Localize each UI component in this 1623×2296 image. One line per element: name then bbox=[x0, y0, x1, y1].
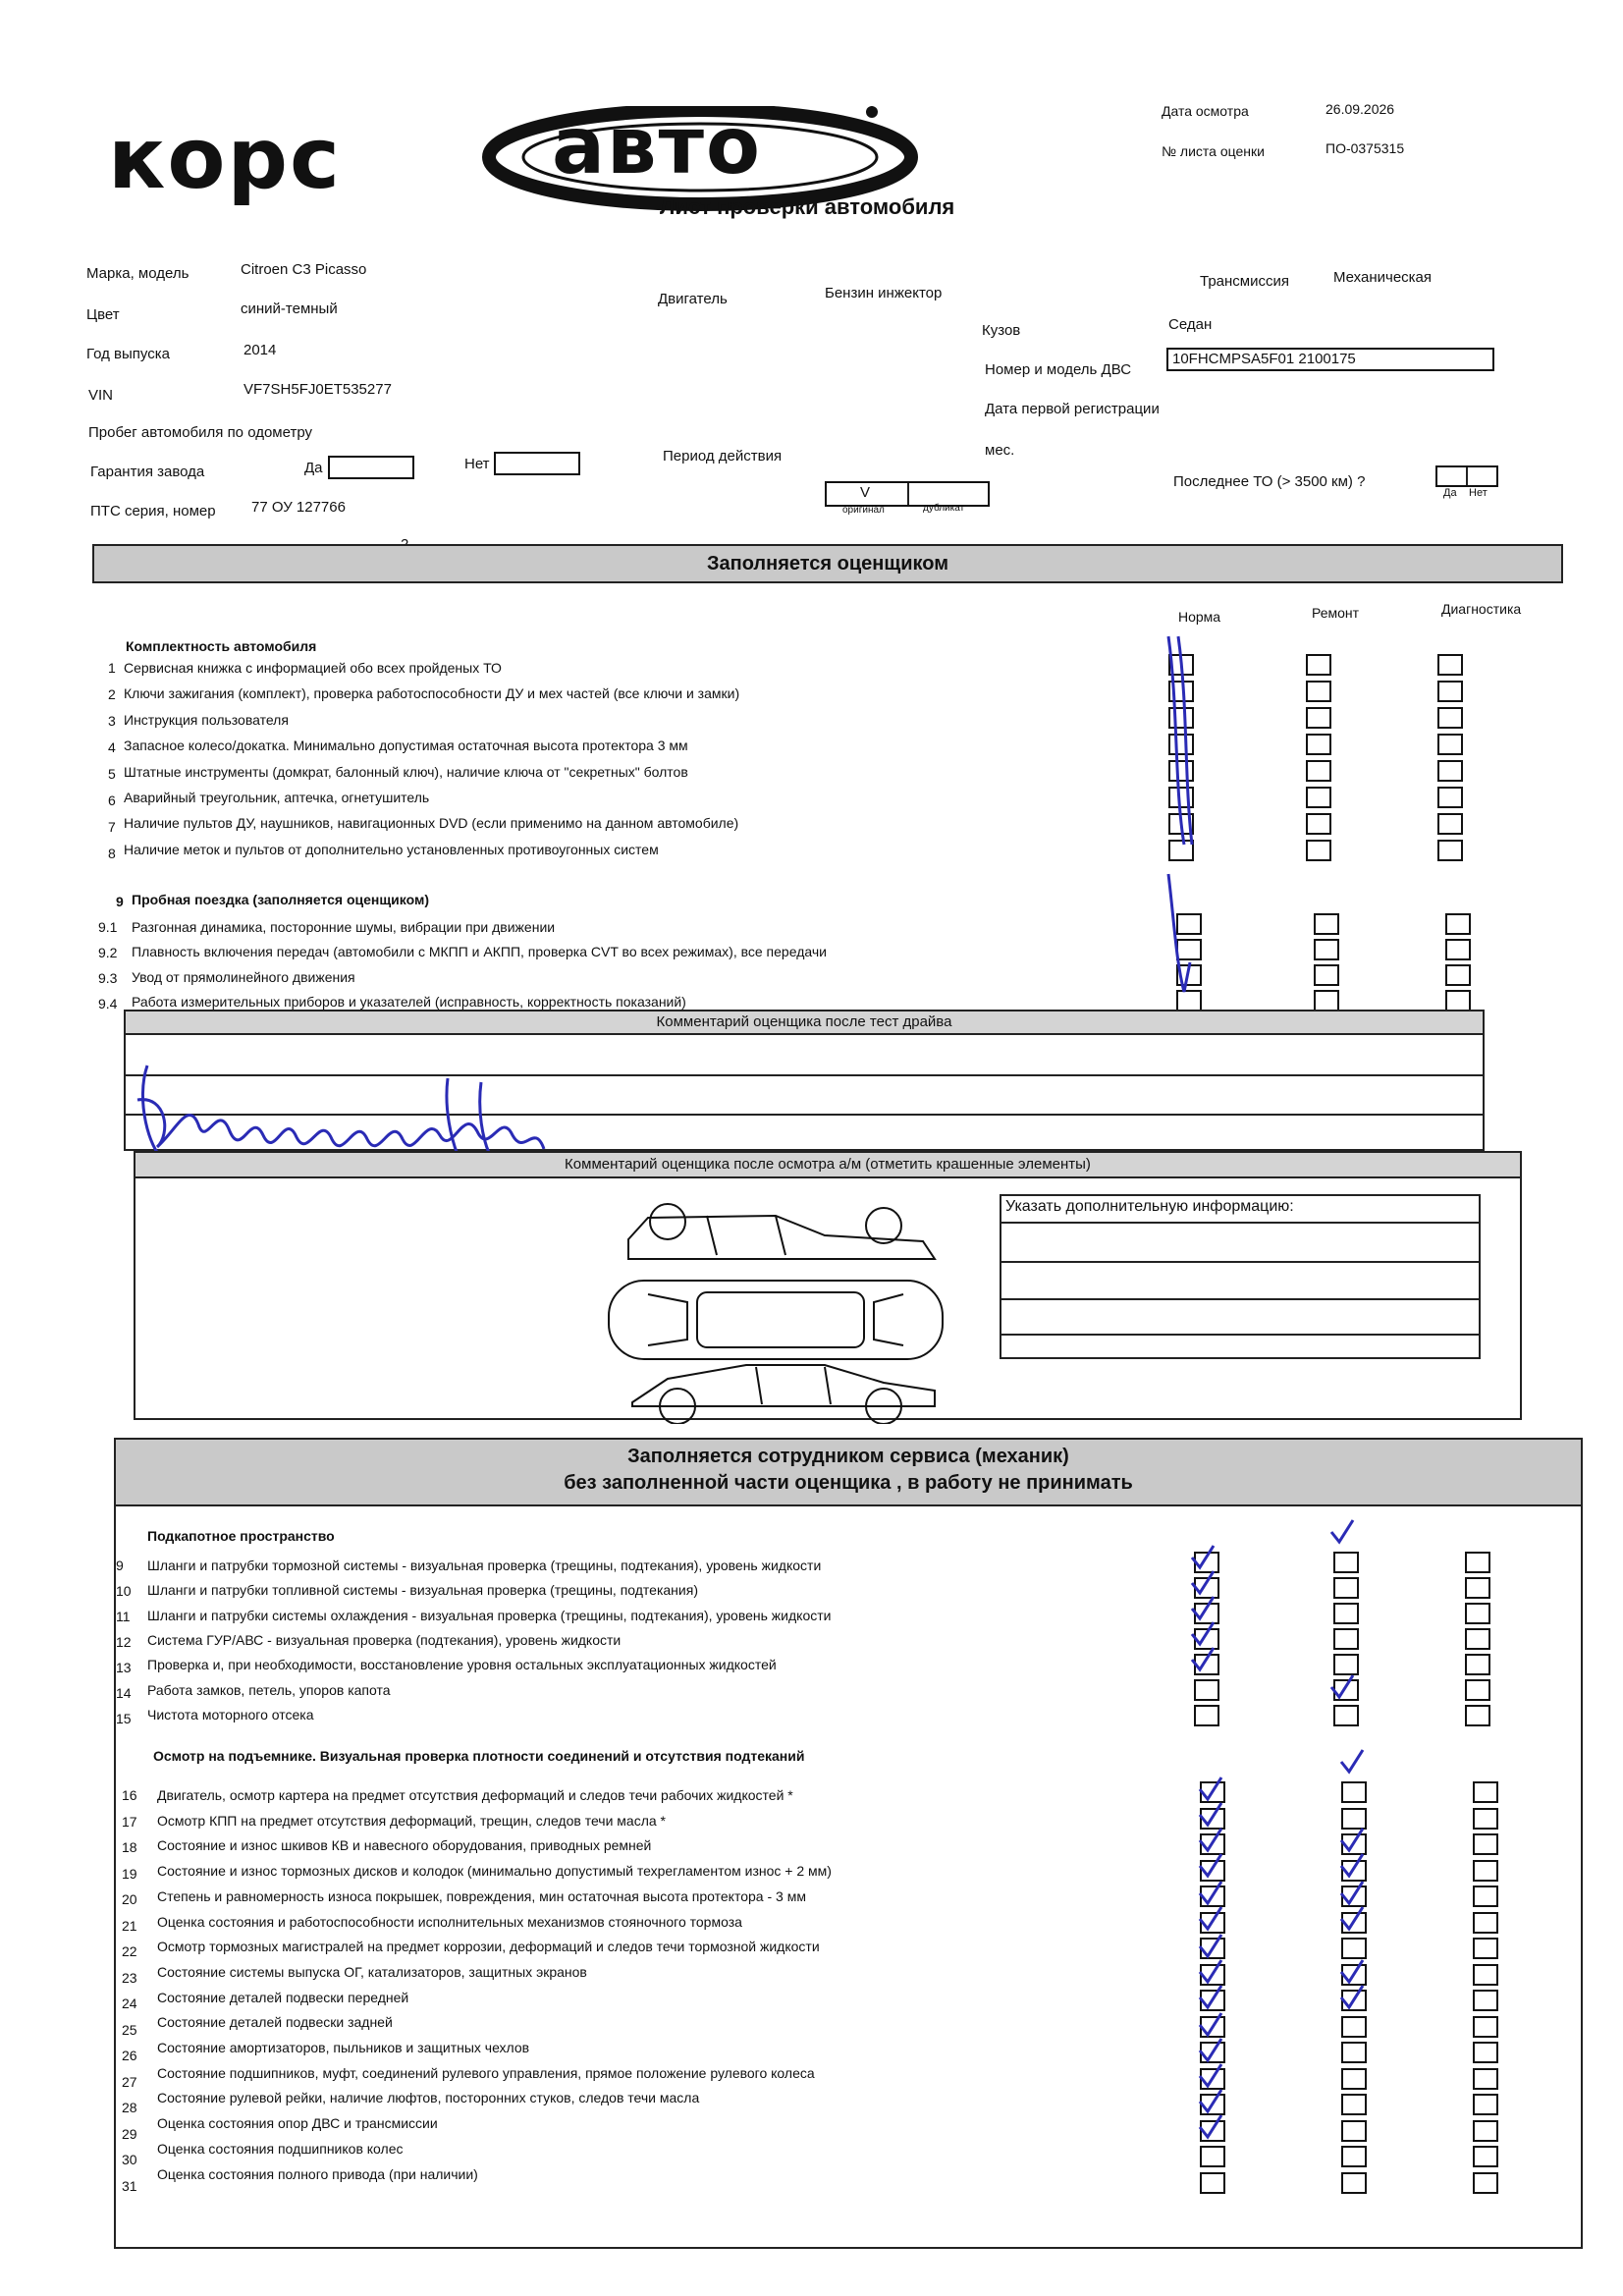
row-number: 4 bbox=[108, 739, 116, 755]
row-number: 6 bbox=[108, 793, 116, 808]
row-text: Оценка состояния и работоспособности исполнительных механизмов стояночного тормоза bbox=[157, 1913, 742, 1930]
row-number: 16 bbox=[122, 1787, 137, 1803]
checkbox-diagnostics[interactable] bbox=[1473, 2068, 1498, 2090]
pts-type-field[interactable] bbox=[825, 481, 990, 507]
checkbox-repair[interactable] bbox=[1306, 707, 1331, 729]
row-number: 24 bbox=[122, 1995, 137, 2011]
year-value: 2014 bbox=[243, 342, 277, 358]
row-number: 10 bbox=[116, 1583, 132, 1599]
checkbox-repair[interactable] bbox=[1341, 1938, 1367, 1959]
row-text: Состояние подшипников, муфт, соединений рулевого управления, прямое положение рулевого колеса bbox=[157, 2064, 815, 2081]
row-number: 2 bbox=[108, 686, 116, 702]
checkbox-diagnostics[interactable] bbox=[1473, 1860, 1498, 1882]
completeness-group-title: Комплектность автомобиля bbox=[126, 638, 317, 654]
color-label: Цвет bbox=[86, 306, 120, 323]
row-number: 8 bbox=[108, 846, 116, 861]
row-text: Состояние деталей подвески задней bbox=[157, 2014, 393, 2031]
checkbox-norm[interactable] bbox=[1200, 1781, 1225, 1803]
checkbox-repair[interactable] bbox=[1314, 939, 1339, 960]
checkbox-diagnostics[interactable] bbox=[1437, 654, 1463, 676]
test-drive-group-title: Пробная поездка (заполняется оценщиком) bbox=[132, 892, 429, 907]
row-text: Аварийный треугольник, аптечка, огнетушитель bbox=[124, 790, 430, 805]
warranty-yes-label: Да bbox=[304, 460, 323, 476]
test-drive-group-number: 9 bbox=[116, 894, 124, 909]
checkbox-diagnostics[interactable] bbox=[1465, 1654, 1490, 1675]
row-text: Сервисная книжка с информацией обо всех пройденых ТО bbox=[124, 660, 502, 676]
row-text: Оценка состояния подшипников колес bbox=[157, 2140, 404, 2157]
row-text: Состояние рулевой рейки, наличие люфтов, посторонних стуков, следов течи масла bbox=[157, 2090, 700, 2106]
body-value: Седан bbox=[1168, 316, 1213, 333]
checkbox-norm[interactable] bbox=[1200, 2120, 1225, 2142]
checkbox-repair[interactable] bbox=[1333, 1552, 1359, 1573]
vin-value: VF7SH5FJ0ET535277 bbox=[243, 381, 392, 398]
transmission-label: Трансмиссия bbox=[1200, 273, 1289, 290]
checkbox-norm[interactable] bbox=[1200, 1912, 1225, 1934]
checkbox-diagnostics[interactable] bbox=[1473, 1808, 1498, 1830]
checkbox-norm[interactable] bbox=[1194, 1552, 1219, 1573]
checkbox-norm[interactable] bbox=[1176, 964, 1202, 986]
checkbox-repair[interactable] bbox=[1341, 1964, 1367, 1986]
checkbox-diagnostics[interactable] bbox=[1465, 1603, 1490, 1624]
pts-label: ПТС серия, номер bbox=[90, 503, 216, 519]
warranty-no-label: Нет bbox=[464, 456, 490, 472]
row-number: 26 bbox=[122, 2048, 137, 2063]
checkbox-repair[interactable] bbox=[1333, 1628, 1359, 1650]
make-label: Марка, модель bbox=[86, 265, 189, 282]
checkbox-norm[interactable] bbox=[1168, 681, 1194, 702]
row-number: 9 bbox=[116, 1558, 124, 1573]
checkbox-repair[interactable] bbox=[1333, 1679, 1359, 1701]
row-number: 22 bbox=[122, 1943, 137, 1959]
pts-value: 77 ОУ 127766 bbox=[251, 499, 346, 516]
row-text: Работа замков, петель, упоров капота bbox=[147, 1681, 391, 1698]
row-number: 23 bbox=[122, 1969, 137, 1986]
row-text: Состояние амортизаторов, пыльников и защитных чехлов bbox=[157, 2040, 530, 2055]
checkbox-norm[interactable] bbox=[1200, 1808, 1225, 1830]
row-text: Осмотр тормозных магистралей на предмет коррозии, деформаций и следов течи тормозной жидкости bbox=[157, 1939, 820, 1955]
inspection-date-value: 26.09.2026 bbox=[1325, 101, 1395, 117]
row-number: 3 bbox=[108, 713, 116, 729]
checkbox-repair[interactable] bbox=[1341, 1860, 1367, 1882]
checkbox-diagnostics[interactable] bbox=[1473, 2042, 1498, 2063]
row-number: 13 bbox=[116, 1660, 132, 1675]
checkbox-norm[interactable] bbox=[1200, 1964, 1225, 1986]
row-text: Наличие пультов ДУ, наушников, навигационных DVD (если применимо на данном автомобиле) bbox=[124, 815, 739, 832]
row-text: Проверка и, при необходимости, восстановление уровня остальных эксплуатационных жидкостей bbox=[147, 1657, 777, 1673]
checkbox-norm[interactable] bbox=[1168, 707, 1194, 729]
checkbox-repair[interactable] bbox=[1341, 2016, 1367, 2038]
row-number: 28 bbox=[122, 2100, 137, 2115]
row-text: Инструкция пользователя bbox=[124, 711, 289, 728]
row-number: 27 bbox=[122, 2073, 137, 2090]
mileage-label: Пробег автомобиля по одометру bbox=[88, 424, 313, 441]
row-number: 29 bbox=[122, 2125, 137, 2142]
under-hood-group-title: Подкапотное пространство bbox=[147, 1528, 335, 1544]
year-label: Год выпуска bbox=[86, 346, 170, 362]
row-text: Система ГУР/АВС - визуальная проверка (подтекания), уровень жидкости bbox=[147, 1631, 622, 1648]
row-number: 12 bbox=[116, 1634, 132, 1650]
row-text: Оценка состояния полного привода (при наличии) bbox=[157, 2165, 478, 2182]
checkbox-repair[interactable] bbox=[1333, 1705, 1359, 1726]
checkbox-norm[interactable] bbox=[1194, 1603, 1219, 1624]
checkbox-diagnostics[interactable] bbox=[1473, 1781, 1498, 1803]
checkbox-repair[interactable] bbox=[1306, 654, 1331, 676]
checkbox-repair[interactable] bbox=[1306, 734, 1331, 755]
checkbox-repair[interactable] bbox=[1341, 1990, 1367, 2011]
row-text: Разгонная динамика, посторонние шумы, вибрации при движении bbox=[132, 919, 556, 935]
checkbox-norm[interactable] bbox=[1168, 734, 1194, 755]
row-text: Шланги и патрубки тормозной системы - визуальная проверка (трещины, подтекания), уровень жидкости bbox=[147, 1558, 822, 1573]
row-text: Степень и равномерность износа покрышек, повреждения, мин остаточная высота протектора - 3 мм bbox=[157, 1887, 806, 1904]
checkbox-norm[interactable] bbox=[1194, 1705, 1219, 1726]
checkbox-diagnostics[interactable] bbox=[1437, 813, 1463, 835]
checkbox-norm[interactable] bbox=[1176, 939, 1202, 960]
row-number: 18 bbox=[122, 1839, 137, 1855]
row-number: 21 bbox=[122, 1917, 137, 1934]
logo-word-avto: авто bbox=[552, 100, 762, 191]
checkbox-diagnostics[interactable] bbox=[1437, 707, 1463, 729]
appraiser-section-header bbox=[92, 544, 1563, 583]
col-diagnostics-header: Диагностика bbox=[1441, 601, 1522, 617]
checkbox-norm[interactable] bbox=[1168, 654, 1194, 676]
checkbox-norm[interactable] bbox=[1168, 787, 1194, 808]
checkbox-diagnostics[interactable] bbox=[1465, 1628, 1490, 1650]
row-text: Плавность включения передач (автомобили с МКПП и АКПП, проверка CVT во всех режимах), все передачи bbox=[132, 944, 827, 960]
checkbox-repair[interactable] bbox=[1333, 1654, 1359, 1675]
row-number: 9.1 bbox=[98, 919, 118, 935]
checkbox-diagnostics[interactable] bbox=[1437, 734, 1463, 755]
checkbox-diagnostics[interactable] bbox=[1473, 1912, 1498, 1934]
checkbox-diagnostics[interactable] bbox=[1473, 1938, 1498, 1959]
appraiser-heading: Заполняется оценщиком bbox=[706, 553, 949, 574]
checkbox-repair[interactable] bbox=[1333, 1603, 1359, 1624]
checkbox-repair[interactable] bbox=[1341, 1808, 1367, 1830]
checkbox-diagnostics[interactable] bbox=[1473, 2172, 1498, 2194]
checkbox-repair[interactable] bbox=[1306, 840, 1331, 861]
row-number: 30 bbox=[122, 2152, 137, 2167]
row-text: Состояние и износ тормозных дисков и колодок (минимально допустимый техрегламентом износ + 2 мм) bbox=[157, 1863, 832, 1880]
row-text: Штатные инструменты (домкрат, балонный ключ), наличие ключа от "секретных" болтов bbox=[124, 763, 688, 780]
checkbox-diagnostics[interactable] bbox=[1473, 1990, 1498, 2011]
checkbox-diagnostics[interactable] bbox=[1445, 913, 1471, 935]
logo-word-kors: корс bbox=[108, 110, 342, 208]
warranty-label: Гарантия завода bbox=[90, 464, 205, 480]
row-text: Работа измерительных приборов и указателей (исправность, корректность показаний) bbox=[132, 994, 686, 1011]
checkbox-norm[interactable] bbox=[1194, 1679, 1219, 1701]
engine-number-label: Номер и модель ДВС bbox=[985, 361, 1132, 378]
row-text: Состояние и износ шкивов КВ и навесного оборудования, приводных ремней bbox=[157, 1837, 652, 1854]
checkbox-repair[interactable] bbox=[1333, 1577, 1359, 1599]
checkbox-norm[interactable] bbox=[1176, 913, 1202, 935]
row-number: 15 bbox=[116, 1711, 132, 1726]
color-value: синий-темный bbox=[241, 301, 338, 317]
checkbox-diagnostics[interactable] bbox=[1473, 1964, 1498, 1986]
checkbox-diagnostics[interactable] bbox=[1437, 760, 1463, 782]
checkbox-diagnostics[interactable] bbox=[1445, 990, 1471, 1011]
row-text: Запасное колесо/докатка. Минимально допустимая остаточная высота протектора 3 мм bbox=[124, 738, 688, 754]
row-text: Чистота моторного отсека bbox=[147, 1706, 314, 1722]
checkbox-repair[interactable] bbox=[1341, 2172, 1367, 2194]
engine-number-field[interactable] bbox=[1166, 348, 1494, 371]
mechanic-section-header bbox=[114, 1438, 1583, 1506]
original-label: оригинал bbox=[842, 505, 885, 516]
extra-info-box[interactable] bbox=[1000, 1194, 1481, 1359]
row-number: 9.4 bbox=[98, 996, 118, 1011]
row-text: Ключи зажигания (комплект), проверка работоспособности ДУ и мех частей (все ключи и замки) bbox=[124, 685, 740, 702]
engine-label: Двигатель bbox=[658, 291, 728, 307]
row-number: 20 bbox=[122, 1891, 137, 1907]
checkbox-diagnostics[interactable] bbox=[1437, 787, 1463, 808]
row-number: 7 bbox=[108, 819, 116, 835]
checkbox-diagnostics[interactable] bbox=[1473, 1886, 1498, 1907]
months-label: мес. bbox=[985, 442, 1015, 459]
checkbox-diagnostics[interactable] bbox=[1465, 1679, 1490, 1701]
checkbox-norm[interactable] bbox=[1168, 760, 1194, 782]
checkbox-repair[interactable] bbox=[1306, 760, 1331, 782]
checkbox-norm[interactable] bbox=[1200, 2094, 1225, 2115]
checkbox-norm[interactable] bbox=[1168, 813, 1194, 835]
col-repair-header: Ремонт bbox=[1312, 605, 1360, 621]
row-text: Осмотр КПП на предмет отсутствия деформаций, трещин, следов течи масла * bbox=[157, 1812, 666, 1829]
row-number: 9.3 bbox=[98, 970, 118, 986]
row-number: 25 bbox=[122, 2021, 137, 2038]
checkbox-repair[interactable] bbox=[1306, 813, 1331, 835]
mechanic-heading-line2: без заполненной части оценщика , в работу не принимать bbox=[564, 1472, 1133, 1494]
row-number: 1 bbox=[108, 660, 116, 676]
original-mark: V bbox=[860, 484, 871, 501]
page-title: Лист проверки автомобиля bbox=[660, 194, 955, 219]
checkbox-repair[interactable] bbox=[1341, 1781, 1367, 1803]
row-text: Оценка состояния опор ДВС и трансмиссии bbox=[157, 2115, 438, 2132]
last-service-label: Последнее ТО (> 3500 км) ? bbox=[1173, 473, 1366, 490]
vin-label: VIN bbox=[88, 387, 114, 404]
checkbox-norm[interactable] bbox=[1194, 1654, 1219, 1675]
checkbox-diagnostics[interactable] bbox=[1437, 681, 1463, 702]
lift-group-title: Осмотр на подъемнике. Визуальная проверка плотности соединений и отсутствия подтеканий bbox=[153, 1748, 805, 1764]
checkbox-diagnostics[interactable] bbox=[1465, 1705, 1490, 1726]
checkbox-repair[interactable] bbox=[1314, 990, 1339, 1011]
mechanic-heading-line1: Заполняется сотрудником сервиса (механик) bbox=[627, 1446, 1069, 1467]
transmission-value: Механическая bbox=[1333, 269, 1433, 286]
checkbox-repair[interactable] bbox=[1341, 2068, 1367, 2090]
row-text: Наличие меток и пультов от дополнительно установленных противоугонных систем bbox=[124, 841, 659, 857]
warranty-yes-field[interactable] bbox=[328, 456, 414, 479]
row-number: 5 bbox=[108, 766, 116, 782]
checkbox-repair[interactable] bbox=[1306, 787, 1331, 808]
make-value: Citroen C3 Picasso bbox=[241, 261, 367, 278]
row-number: 17 bbox=[122, 1813, 137, 1830]
checkbox-repair[interactable] bbox=[1341, 2146, 1367, 2167]
row-text: Состояние деталей подвески передней bbox=[157, 1989, 409, 2005]
first-registration-label: Дата первой регистрации bbox=[985, 401, 1160, 417]
period-label: Период действия bbox=[663, 448, 783, 465]
checkbox-repair[interactable] bbox=[1306, 681, 1331, 702]
checkbox-repair[interactable] bbox=[1341, 2120, 1367, 2142]
checkbox-repair[interactable] bbox=[1341, 2094, 1367, 2115]
row-text: Двигатель, осмотр картера на предмет отсутствия деформаций и следов течи рабочих жидкостей * bbox=[157, 1787, 793, 1803]
sheet-number-label: № листа оценки bbox=[1162, 143, 1265, 159]
checkbox-diagnostics[interactable] bbox=[1473, 1833, 1498, 1855]
car-damage-diagram[interactable] bbox=[589, 1198, 962, 1424]
checkbox-diagnostics[interactable] bbox=[1437, 840, 1463, 861]
row-text: Увод от прямолинейного движения bbox=[132, 968, 355, 985]
row-text: Шланги и патрубки системы охлаждения - визуальная проверка (трещины, подтекания), уровень жидкости bbox=[147, 1607, 832, 1623]
checkbox-diagnostics[interactable] bbox=[1473, 2094, 1498, 2115]
checkbox-repair[interactable] bbox=[1314, 964, 1339, 986]
checkbox-repair[interactable] bbox=[1341, 1833, 1367, 1855]
checkbox-norm[interactable] bbox=[1200, 1833, 1225, 1855]
col-norm-header: Норма bbox=[1178, 609, 1221, 625]
checkbox-norm[interactable] bbox=[1200, 2172, 1225, 2194]
checkbox-diagnostics[interactable] bbox=[1445, 964, 1471, 986]
checkbox-norm[interactable] bbox=[1200, 2068, 1225, 2090]
sheet-number-value: ПО-0375315 bbox=[1325, 140, 1405, 156]
body-label: Кузов bbox=[982, 322, 1021, 339]
row-number: 31 bbox=[122, 2177, 137, 2194]
checkbox-diagnostics[interactable] bbox=[1473, 2016, 1498, 2038]
duplicate-label: дубликат bbox=[923, 503, 965, 514]
row-text: Шланги и патрубки топливной системы - визуальная проверка (трещины, подтекания) bbox=[147, 1582, 698, 1599]
checkbox-norm[interactable] bbox=[1200, 2016, 1225, 2038]
warranty-no-field[interactable] bbox=[494, 452, 580, 475]
test-drive-comment-title: Комментарий оценщика после тест драйва bbox=[126, 1011, 1483, 1035]
checkbox-diagnostics[interactable] bbox=[1445, 939, 1471, 960]
last-service-no: Нет bbox=[1469, 487, 1488, 499]
checkbox-repair[interactable] bbox=[1341, 2042, 1367, 2063]
checkbox-repair[interactable] bbox=[1314, 913, 1339, 935]
checkbox-diagnostics[interactable] bbox=[1465, 1577, 1490, 1599]
checkbox-norm[interactable] bbox=[1200, 1886, 1225, 1907]
checkbox-diagnostics[interactable] bbox=[1473, 2146, 1498, 2167]
checkbox-norm[interactable] bbox=[1200, 2146, 1225, 2167]
last-service-yes: Да bbox=[1443, 487, 1457, 499]
row-text: Состояние системы выпуска ОГ, катализаторов, защитных экранов bbox=[157, 1963, 587, 1980]
checkbox-diagnostics[interactable] bbox=[1473, 2120, 1498, 2142]
inspection-date-label: Дата осмотра bbox=[1162, 103, 1249, 119]
checkbox-repair[interactable] bbox=[1341, 1886, 1367, 1907]
checkbox-repair[interactable] bbox=[1341, 1912, 1367, 1934]
engine-value: Бензин инжектор bbox=[825, 285, 943, 301]
checkbox-norm[interactable] bbox=[1168, 840, 1194, 861]
engine-number-value: 10FHCMPSA5F01 2100175 bbox=[1172, 351, 1356, 367]
checkbox-diagnostics[interactable] bbox=[1465, 1552, 1490, 1573]
row-number: 19 bbox=[122, 1865, 137, 1882]
row-number: 11 bbox=[116, 1609, 131, 1624]
checkbox-norm[interactable] bbox=[1200, 2042, 1225, 2063]
checkbox-norm[interactable] bbox=[1200, 1860, 1225, 1882]
inspection-comment-title: Комментарий оценщика после осмотра а/м (отметить крашенные элементы) bbox=[135, 1153, 1520, 1178]
checkbox-norm[interactable] bbox=[1194, 1628, 1219, 1650]
extra-info-label: Указать дополнительную информацию: bbox=[1005, 1198, 1294, 1215]
checkbox-norm[interactable] bbox=[1200, 1990, 1225, 2011]
row-number: 9.2 bbox=[98, 945, 118, 960]
row-number: 14 bbox=[116, 1685, 132, 1701]
checkbox-norm[interactable] bbox=[1200, 1938, 1225, 1959]
checkbox-norm[interactable] bbox=[1194, 1577, 1219, 1599]
checkbox-norm[interactable] bbox=[1176, 990, 1202, 1011]
last-service-field[interactable] bbox=[1435, 465, 1498, 487]
